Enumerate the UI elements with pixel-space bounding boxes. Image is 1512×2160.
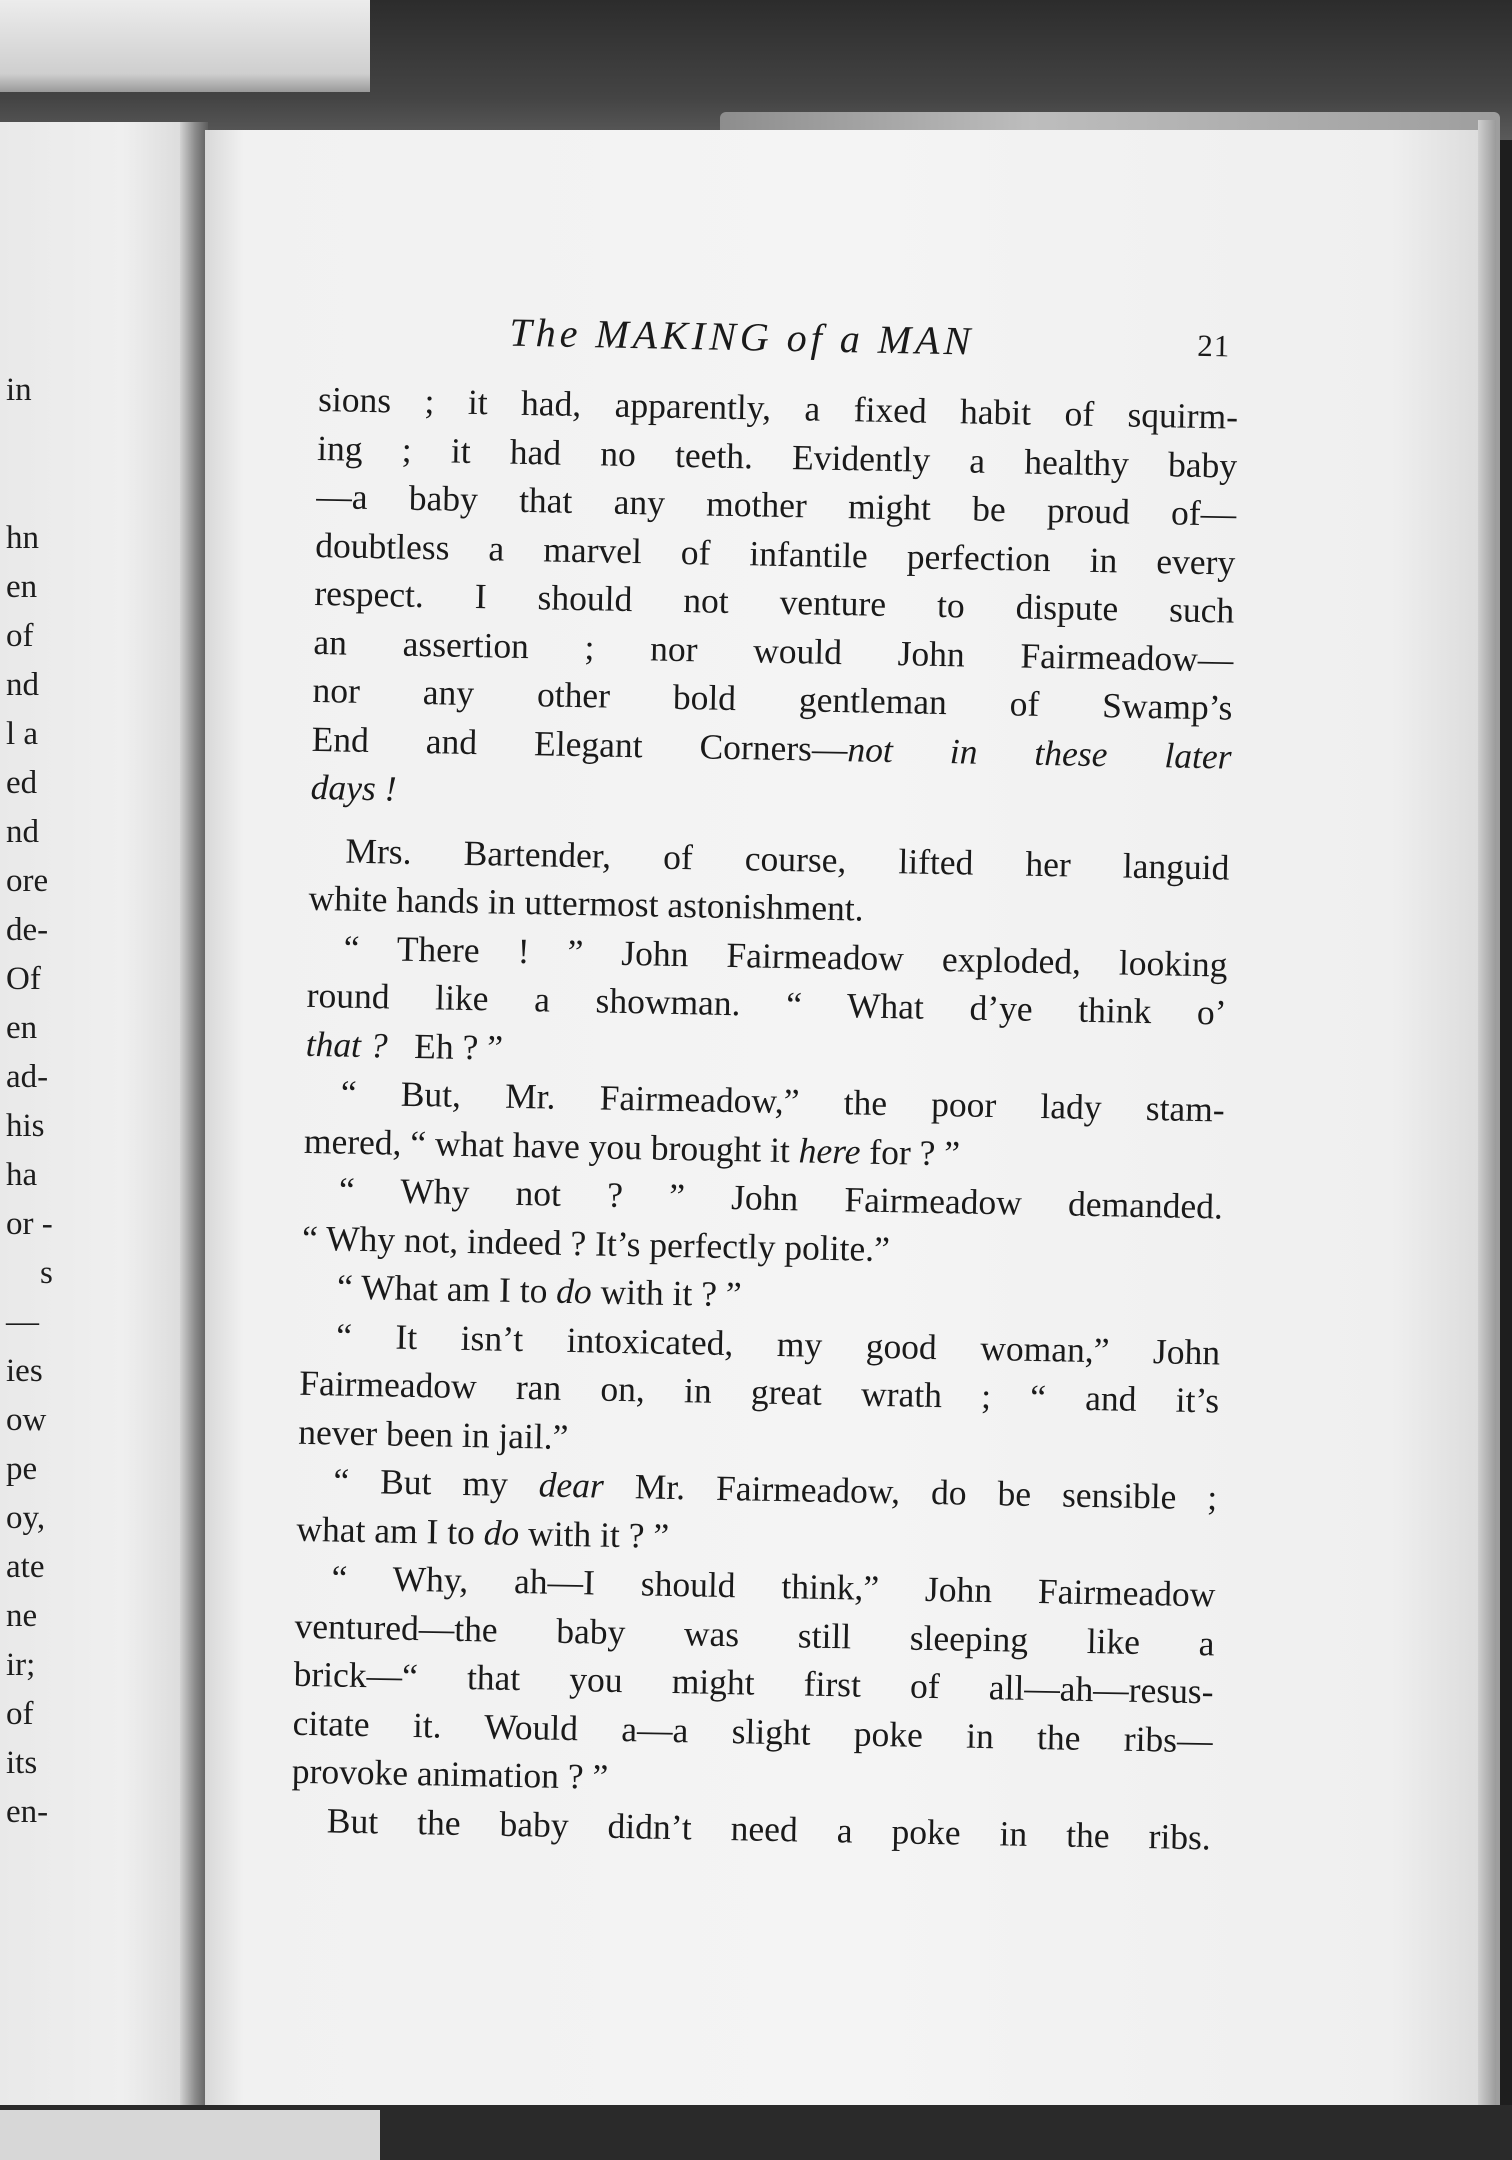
paragraph xyxy=(298,1310,1221,1473)
bookmark-ribbon-bottom xyxy=(0,2110,380,2160)
fragment: s xyxy=(40,1255,53,1291)
italic-run: days ! xyxy=(310,766,397,809)
text-run: Mr. Fairmeadow, do be sensible ; xyxy=(603,1465,1218,1518)
text-run: “ But my xyxy=(333,1460,540,1505)
fragment: ne xyxy=(6,1598,38,1634)
facing-page xyxy=(0,122,205,2107)
text-run: mered, “ what have you brought it xyxy=(303,1120,800,1170)
text-line: Fairmeadow ran on, in great wrath ; “ and it’s xyxy=(298,1362,1220,1421)
text-line: provoke animation ? ” xyxy=(291,1750,609,1797)
text-line: But the baby didn’t need a poke in the ribs. xyxy=(326,1799,1212,1857)
page-number: 21 xyxy=(1197,327,1231,364)
paragraph xyxy=(305,922,1228,1085)
paragraph xyxy=(310,375,1238,829)
fragment: or - xyxy=(6,1206,53,1242)
text-line: brick—“ that you might first of all—ah—resus- xyxy=(293,1653,1214,1712)
fragment: nd xyxy=(6,814,39,850)
fragment: en xyxy=(6,569,38,605)
fragment: ed xyxy=(6,765,38,801)
text-line: Mrs. Bartender, of course, lifted her languid xyxy=(345,830,1230,888)
page-edge xyxy=(1478,120,1496,2110)
text-line: never been in jail.” xyxy=(297,1411,569,1457)
paragraph xyxy=(303,1068,1225,1183)
paragraph xyxy=(302,1165,1224,1280)
bookmark-ribbon xyxy=(0,0,370,92)
book-gutter xyxy=(180,122,208,2107)
fragment: ir; xyxy=(6,1647,36,1683)
fragment: its xyxy=(6,1745,38,1781)
text-run: with it ? ” xyxy=(591,1271,743,1315)
fragment: Of xyxy=(6,961,41,997)
fragment: ow xyxy=(6,1402,47,1438)
text-line: citate it. Would a—a slight poke in the ribs— xyxy=(292,1702,1214,1760)
text-line: ing ; it had no teeth. Evidently a healthy baby xyxy=(316,427,1238,486)
text-run: what am I to xyxy=(296,1508,485,1552)
fragment: — xyxy=(6,1304,39,1340)
fragment: nd xyxy=(6,667,39,703)
fragment: ad- xyxy=(6,1059,49,1095)
text-line: “ It isn’t intoxicated, my good woman,” John xyxy=(335,1315,1221,1372)
text-line: —a baby that any mother might be proud of— xyxy=(315,475,1237,534)
text-line: “ Why not ? ” John Fairmeadow demanded. xyxy=(338,1169,1224,1227)
text-line: ventured—the baby was still sleeping like a xyxy=(294,1605,1215,1663)
text-line: nor any other bold gentleman of Swamp’s xyxy=(312,669,1233,728)
text-run: for ? ” xyxy=(860,1131,961,1173)
fragment: en xyxy=(6,1010,38,1046)
text-line: “ Why, ah—I should think,” John Fairmeadow xyxy=(331,1557,1216,1615)
text-line: respect. I should not venture to dispute such xyxy=(314,572,1235,631)
fragment: hn xyxy=(6,520,39,556)
italic-run: here xyxy=(798,1129,861,1172)
fragment: his xyxy=(6,1108,45,1144)
text-line: “ But, Mr. Fairmeadow,” the poor lady stam- xyxy=(340,1072,1226,1130)
text-run: with it ? ” xyxy=(518,1512,670,1556)
fragment: pe xyxy=(6,1451,38,1487)
italic-run: not in these later xyxy=(847,728,1232,777)
paragraph xyxy=(291,1553,1215,1813)
fragment: ore xyxy=(6,863,49,899)
italic-run: do xyxy=(555,1270,593,1312)
paragraph xyxy=(296,1456,1218,1571)
italic-run: that ? xyxy=(305,1023,389,1065)
italic-run: dear xyxy=(538,1464,605,1506)
fragment: of xyxy=(6,618,34,654)
paragraph xyxy=(308,825,1230,940)
text-line: “ Why not, indeed ? It’s perfectly polite.” xyxy=(301,1217,891,1269)
text-line: doubtless a marvel of infantile perfection in every xyxy=(315,524,1236,583)
fragment: de- xyxy=(6,912,49,948)
fragment: oy, xyxy=(6,1500,46,1536)
text-run: Eh ? ” xyxy=(413,1025,504,1068)
fragment: ies xyxy=(6,1353,43,1389)
fragment: l a xyxy=(6,716,39,752)
text-line: sions ; it had, apparently, a fixed habit of squirm- xyxy=(317,378,1239,437)
fragment: in xyxy=(6,372,32,408)
fragment: ha xyxy=(6,1157,38,1193)
fragment: of xyxy=(6,1696,34,1732)
text-line: “ There ! ” John Fairmeadow exploded, looking xyxy=(343,927,1228,985)
running-head-title: The MAKING of a MAN xyxy=(509,309,975,364)
text-run: “ What am I to xyxy=(336,1266,557,1311)
text-run: End and Elegant Corners— xyxy=(311,718,848,769)
text-line: white hands in uttermost astonishment. xyxy=(308,877,865,929)
text-line: an assertion ; nor would John Fairmeadow— xyxy=(313,621,1234,680)
page-text xyxy=(290,305,1239,1861)
text-line: round like a showman. “ What d’ye think o’ xyxy=(306,974,1227,1033)
fragment: ate xyxy=(6,1549,45,1585)
italic-run: do xyxy=(483,1511,520,1553)
fragment: en- xyxy=(6,1794,49,1830)
